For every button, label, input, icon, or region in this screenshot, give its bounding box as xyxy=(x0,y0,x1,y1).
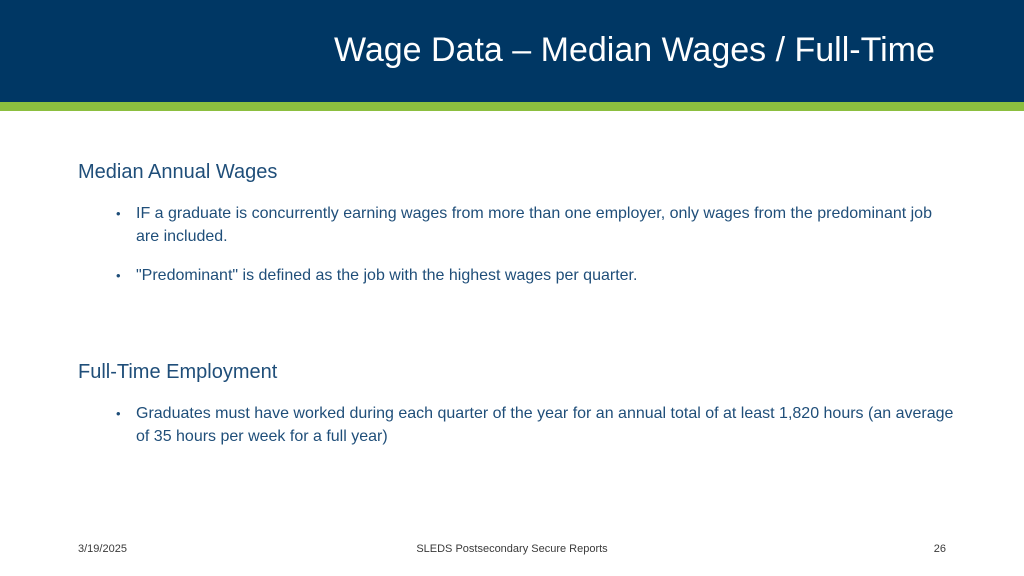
section-heading-full-time: Full-Time Employment xyxy=(78,361,278,383)
header-band xyxy=(0,0,1024,102)
bullet-text: Graduates must have worked during each quarter of the year for an annual total of at least 1,820 hours (an average of 35 hours per week for a full year) xyxy=(136,405,954,445)
bullet-item xyxy=(116,402,956,448)
bullet-item xyxy=(116,264,956,287)
section-heading-median-wages: Median Annual Wages xyxy=(78,161,278,183)
bullet-item xyxy=(116,202,956,248)
footer-title: SLEDS Postsecondary Secure Reports xyxy=(416,543,608,555)
bullet-marker: • xyxy=(116,206,121,221)
bullet-marker: • xyxy=(116,268,121,283)
bullet-text: IF a graduate is concurrently earning wages from more than one employer, only wages from the predominant job are included. xyxy=(136,205,932,245)
bullet-text: "Predominant" is defined as the job with the highest wages per quarter. xyxy=(136,267,638,284)
bullet-marker: • xyxy=(116,406,121,421)
slide-title: Wage Data – Median Wages / Full-Time xyxy=(334,31,935,69)
footer-date: 3/19/2025 xyxy=(78,543,127,555)
accent-bar xyxy=(0,102,1024,111)
page-number: 26 xyxy=(933,543,946,555)
